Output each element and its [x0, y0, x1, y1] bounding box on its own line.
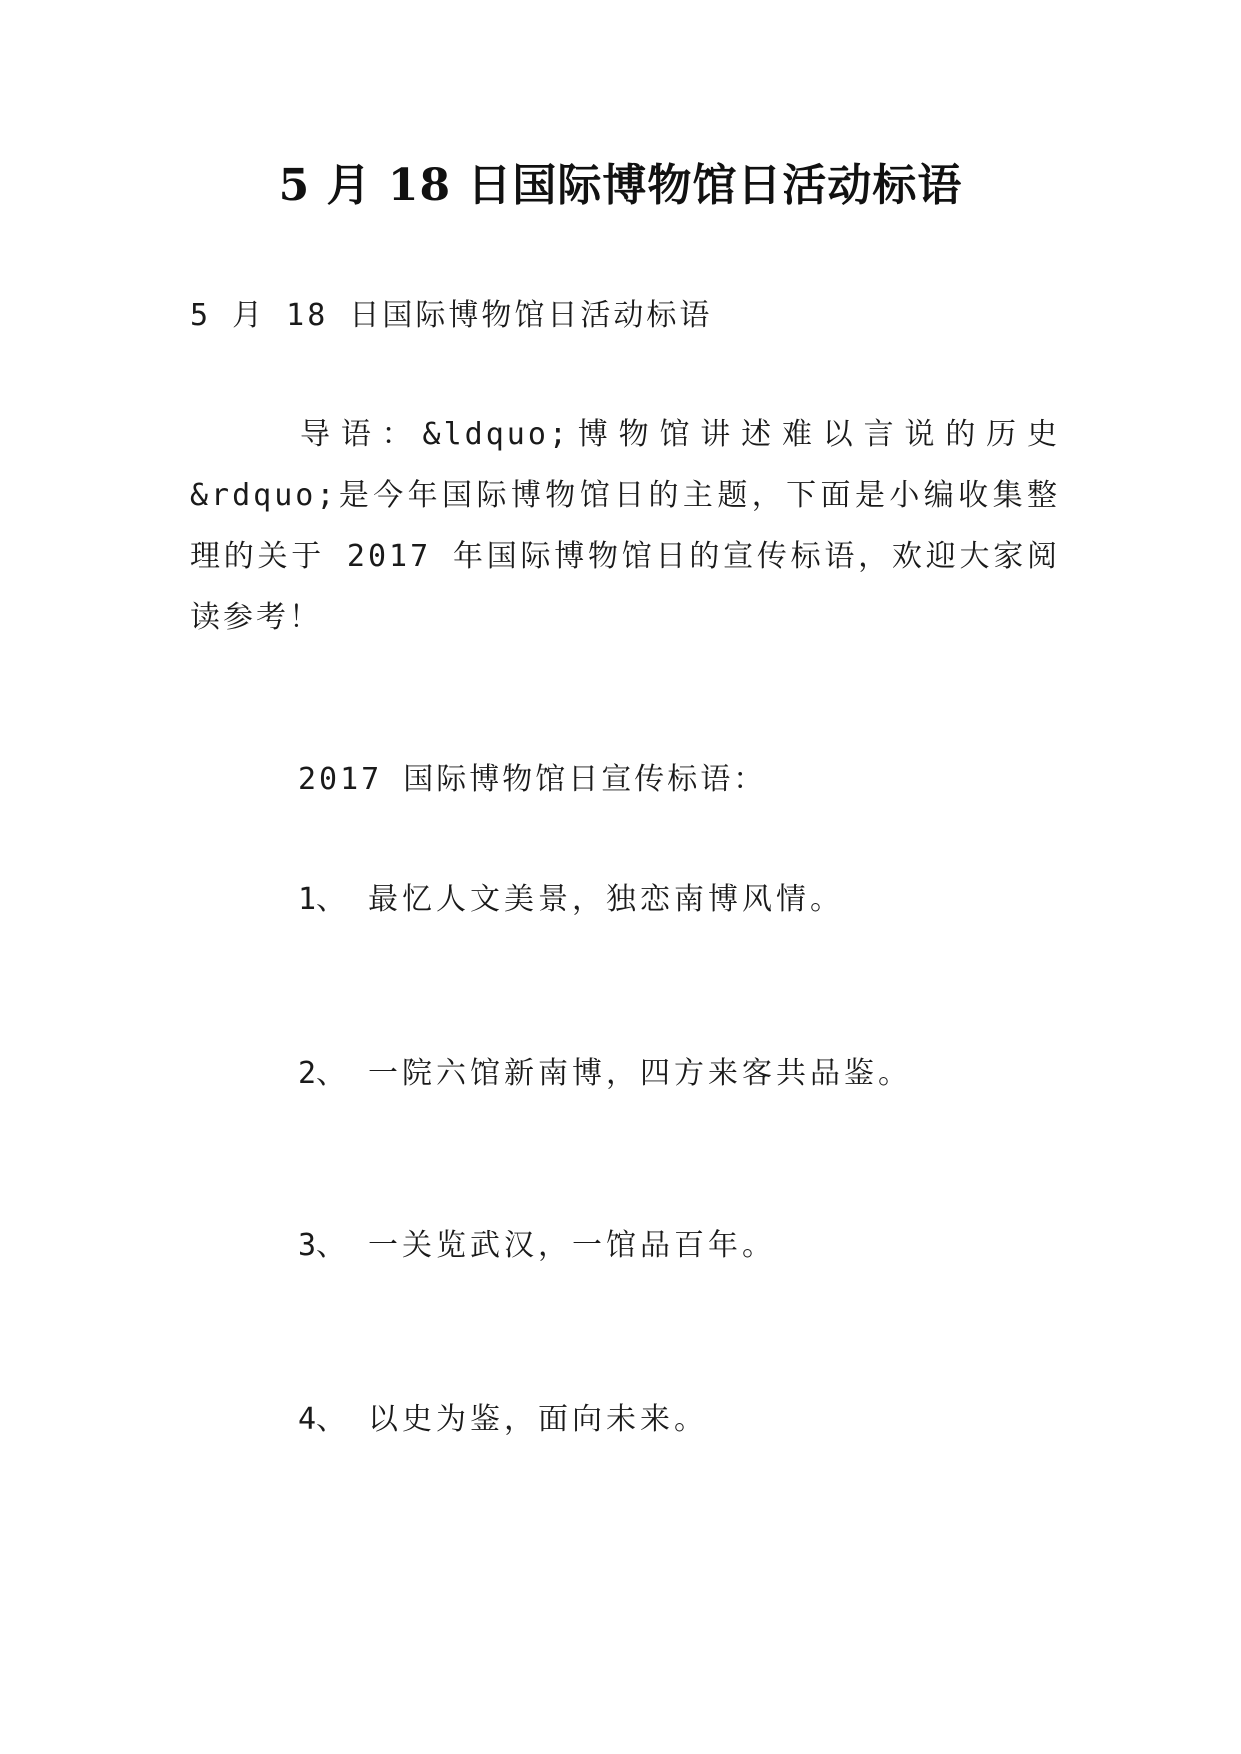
slogan-number: 4、 [298, 1402, 347, 1437]
document-subtitle: 5 月 18 日国际博物馆日活动标语 [190, 298, 713, 333]
slogan-text: 最忆人文美景，独恋南博风情。 [368, 882, 844, 917]
slogan-item [298, 1400, 708, 1440]
intro-paragraph: 导语：&ldquo;博物馆讲述难以言说的历史&rdquo;是今年国际博物馆日的主题，下面是小编收集整理的关于 2017 年国际博物馆日的宣传标语，欢迎大家阅读参考！ [190, 417, 1060, 635]
slogan-item [298, 880, 844, 920]
slogan-text: 一关览武汉，一馆品百年。 [368, 1228, 776, 1263]
slogan-item [298, 1226, 776, 1266]
slogan-text: 一院六馆新南博，四方来客共品鉴。 [368, 1056, 912, 1091]
document-title: 5 月 18 日国际博物馆日活动标语 [278, 160, 963, 211]
slogan-item [298, 1054, 912, 1094]
section-heading: 2017 国际博物馆日宣传标语： [298, 762, 767, 797]
slogan-number: 1、 [298, 882, 347, 917]
slogan-number: 2、 [298, 1056, 347, 1091]
slogan-number: 3、 [298, 1228, 347, 1263]
slogan-text: 以史为鉴，面向未来。 [368, 1402, 708, 1437]
